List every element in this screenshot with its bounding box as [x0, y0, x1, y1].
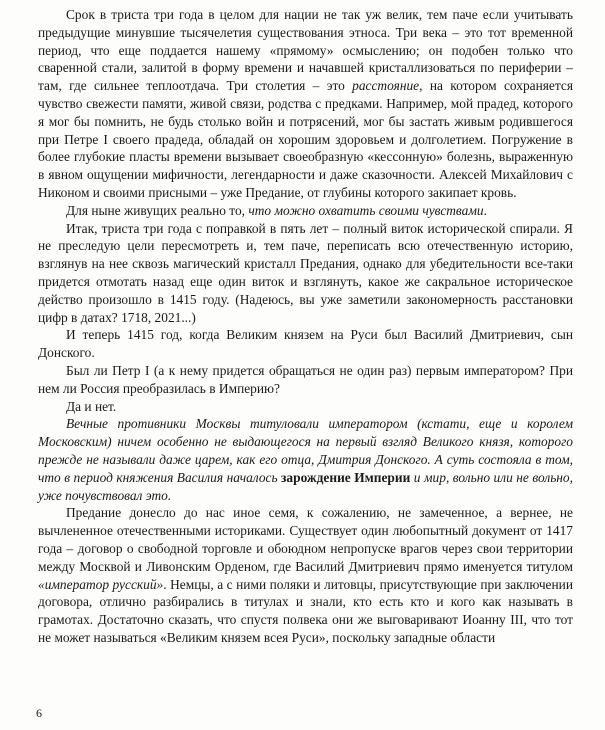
text-run: . Немцы, а с ними поляки и литовцы, присутствующие при заключении договора, отлично разбирались в титулах и знали, кто есть кто и кого как называть в грамотах. Достаточно сказать, что спустя полвека они же выговаривают Иоанну III, что тот не может называться «Великим князем всея Руси», поскольку западные области: [38, 576, 573, 645]
paragraph: [38, 504, 573, 646]
text-run: Для ныне живущих реально то,: [66, 202, 249, 218]
italic-paragraph: [38, 415, 573, 504]
text-run: Предание донесло до нас иное семя, к сожалению, не замеченное, а вернее, не вычлененное отечественными историками. Существует один любопытный документ от 1417 года – договор о свободной торговле и обоюдном непропуске врагов через свои территории между Москвой и Ливонским Орденом, где Василий Дмитриевич прямо именуется титулом: [38, 505, 573, 574]
page-number: 6: [36, 706, 42, 720]
italic-run: что можно охватить своими чувствами: [248, 202, 484, 218]
bold-run: зарождение Империи: [281, 469, 411, 485]
text-run: , на котором сохраняется чувство свежести памяти, живой связи, родства с предками. Например, мой прадед, которого я мог бы помнить, не будь столько войн и потрясений, мог бы застать живым родившегося при Петре I своего прадеда, обладай он хорошим здоровьем и долголетием. Погружение в более глубокие пласты времени вызывает своеобразную «кессонную» болезнь, выраженную в явном ощущении мифичности, легендарности и даже сказочности. Алексей Михайлович с Никоном и своими присными – уже Предание, от глубины которого закипает кровь.: [38, 78, 573, 200]
paragraph: [38, 398, 573, 416]
paragraph: [38, 202, 573, 220]
text-run: Срок в триста три года в целом для нации не так уж велик, тем паче если учитывать предыдущие минувшие тысячелетия существования этноса. Три века – это тот временной период, что еще поддается нашему «прямому» осмыслению; он подобен только что сваренной стали, залитой в форму времени и начавшей кристаллизоваться по периферии – там, где сильнее теплоотдача. Три столетия – это: [38, 7, 573, 94]
paragraph: [38, 362, 573, 398]
page-text: [38, 6, 573, 647]
text-run: И теперь 1415 год, когда Великим князем на Руси был Василий Дмитриевич, сын Донского.: [38, 327, 573, 361]
italic-run: «император русский»: [38, 576, 164, 592]
text-run: Вечные противники Москвы титуловали императором (кстати, еще и королем Московским) ничем особенно не выдающегося на первый взгляд Великого князя, которого прежде не называли даже царем, как его отца, Дмитрия Донского. А суть состояла в том, что в период княжения Василия началось: [38, 416, 573, 485]
paragraph: [38, 326, 573, 362]
paragraph: [38, 220, 573, 327]
text-run: Итак, триста три года с поправкой в пять лет – полный виток исторической спирали. Я не преследую цели пересмотреть и, тем паче, переписать всю отечественную историю, взглянув на нее сквозь магический кристалл Предания, однако для убедительности все-таки придется отмотать назад еще один виток и взглянуть, какое же сакральное историческое действо произошло в 1415 году. (Надеюсь, вы уже заметили закономерность расстановки цифр в датах? 1718, 2021...): [38, 220, 573, 325]
text-run: Да и нет.: [66, 398, 117, 414]
text-run: и мир, вольно или не вольно, уже почувствовал это.: [38, 469, 573, 503]
text-run: .: [483, 202, 487, 218]
paragraph: [38, 6, 573, 202]
italic-run: расстояние: [352, 78, 420, 94]
text-run: Был ли Петр I (а к нему придется обращаться не один раз) первым императором? При нем ли Россия преобразилась в Империю?: [38, 362, 573, 396]
